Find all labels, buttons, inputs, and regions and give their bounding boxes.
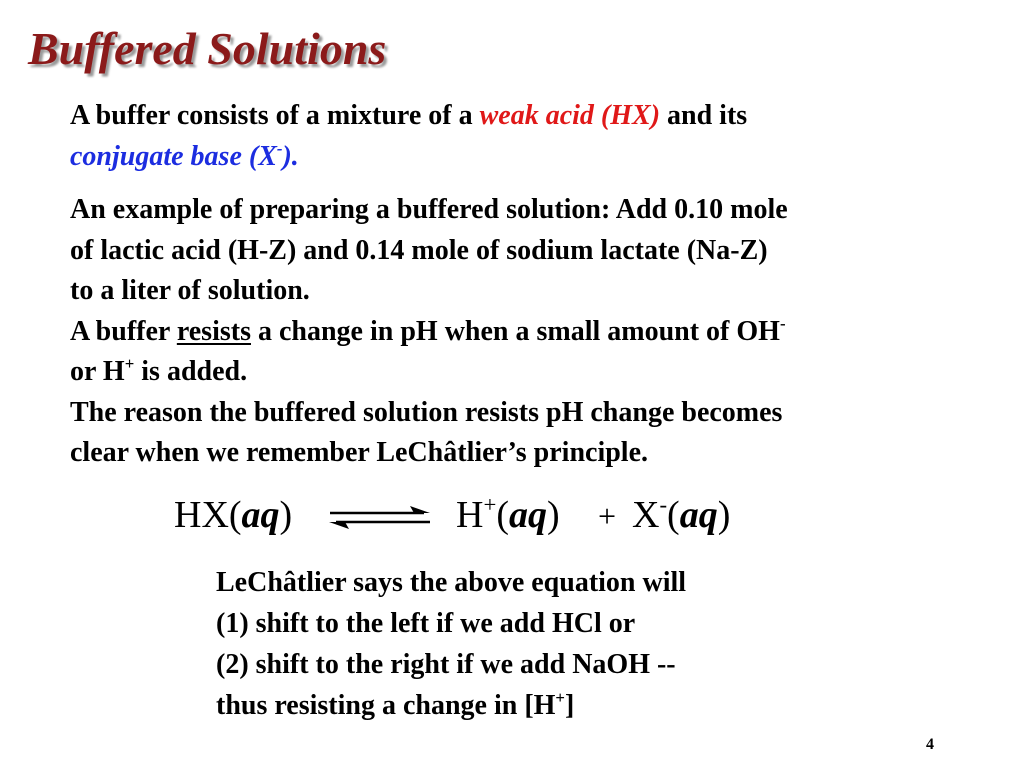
proton-phase: aq (508, 494, 547, 536)
proton-close: ) (546, 494, 560, 536)
hydroxide-charge: - (779, 313, 786, 333)
buffer-definition (70, 96, 970, 177)
proton-charge: + (124, 354, 135, 374)
reactant-phase: aq (241, 494, 280, 536)
equation-product-x (632, 493, 730, 537)
anion-open: ( (667, 494, 680, 536)
equation-plus: + (598, 498, 617, 534)
buffer-resists (70, 312, 970, 393)
proton-formula-charge: + (483, 492, 497, 518)
anion-formula-charge: - (659, 492, 668, 518)
anion-close: ) (717, 494, 731, 536)
equation-reactant (174, 493, 292, 537)
slide-title: Buffered Solutions (28, 23, 387, 74)
anion-phase: aq (679, 494, 718, 536)
lechatelier-reason (70, 393, 970, 474)
weak-acid-term: weak acid (HX) (479, 100, 661, 131)
reactant-close: ) (279, 494, 293, 536)
resists-text-a: A buffer (70, 315, 177, 347)
resists-underlined: resists (176, 315, 251, 347)
example-line-2: of lactic acid (H-Z) and 0.14 mole of sodium lactate (Na-Z) (70, 234, 768, 266)
example-line-1: An example of preparing a buffered solution: Add 0.10 mole (70, 194, 788, 225)
explain-proton-charge: + (555, 688, 565, 708)
example-line-3: to a liter of solution. (70, 275, 310, 306)
explain-line-4-end: ] (564, 690, 575, 721)
resists-text-b: a change in pH when a small amount of OH (250, 315, 780, 347)
conjugate-base-term (70, 138, 299, 172)
definition-text-cont: and its (660, 100, 748, 131)
reason-line-1: The reason the buffered solution resists pH change becomes (70, 396, 783, 428)
explain-line-1: LeChâtlier says the above equation will (216, 567, 687, 598)
explain-line-4 (216, 685, 856, 726)
buffer-example (70, 190, 970, 312)
explain-line-3: (2) shift to the right if we add NaOH -- (216, 649, 676, 680)
equilibrium-equation (174, 493, 794, 543)
conjugate-base-charge: - (276, 138, 283, 158)
reason-line-2: clear when we remember LeChâtlier’s principle. (70, 437, 649, 468)
slide-body (70, 96, 970, 474)
reactant-formula: HX( (174, 494, 242, 536)
lechatelier-explanation (216, 562, 856, 726)
proton-formula: H (456, 494, 484, 536)
proton-open: ( (496, 494, 509, 536)
equation-product-h (456, 493, 560, 537)
resists-text-d: is added. (134, 356, 248, 387)
conjugate-base-text: conjugate base (X (70, 140, 277, 172)
anion-formula: X (632, 494, 660, 536)
equilibrium-arrow-icon (326, 503, 434, 533)
resists-text-c: or H (70, 356, 125, 387)
definition-text: A buffer consists of a mixture of a (70, 100, 480, 131)
page-number: 4 (926, 736, 934, 753)
conjugate-base-end: ). (282, 140, 299, 172)
explain-line-4-text: thus resisting a change in [H (216, 690, 556, 721)
explain-line-2: (1) shift to the left if we add HCl or (216, 608, 636, 639)
